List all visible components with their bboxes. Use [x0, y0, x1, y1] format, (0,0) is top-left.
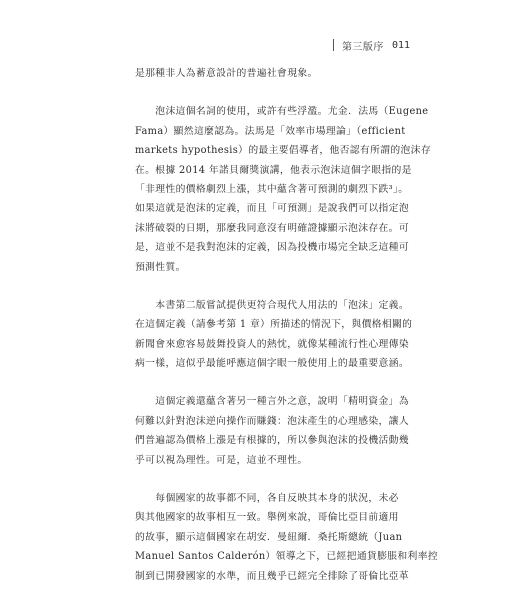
text-line: 泡沫這個名詞的使用，或許有些浮濫。尤金．法馬（Eugene — [135, 106, 429, 118]
paragraph — [135, 64, 400, 83]
text-line: 在這個定義（請參考第 1 章）所描述的情況下，與價格相關的 — [135, 319, 413, 331]
paragraph — [135, 102, 431, 277]
header-divider — [333, 39, 334, 51]
running-header — [333, 38, 410, 52]
text-line: 的故事，顯示這個國家在胡安．曼紐爾．桑托斯總統（Juan — [135, 531, 403, 543]
text-line: 這個定義還蘊含著另一種言外之意，說明「精明資金」為 — [135, 396, 409, 408]
text-line: Manuel Santos Calderón）領導之下，已經把通貨膨脹和利率控 — [135, 551, 439, 563]
text-line: 本書第二版嘗試提供更符合現代人用法的「泡沫」定義。 — [135, 299, 409, 311]
text-line: 與其他國家的故事相互一致。舉例來說，哥倫比亞目前適用 — [135, 512, 399, 524]
text-line: 沫將破裂的日期，那麼我同意沒有明確證據顯示泡沫存在。可 — [135, 222, 409, 234]
paragraph — [135, 489, 439, 586]
text-line: 是，這並不是我對泡沫的定義，因為投機市場完全缺乏這種可 — [135, 242, 409, 254]
text-line: 病一樣，這似乎最能呼應這個字眼一般使用上的最重要意涵。 — [135, 358, 409, 370]
header-section-title: 第三版序 — [341, 41, 384, 53]
text-line: Fama）顯然這麼認為。法馬是「效率市場理論」（efficient — [135, 125, 406, 137]
text-line: 何難以針對泡沫逆向操作而賺錢：泡沫產生的心理感染，讓人 — [135, 415, 409, 427]
text-line: 在。根據 2014 年諾貝爾獎演講，他表示泡沫這個字眼指的是 — [135, 164, 412, 176]
text-line: markets hypothesis）的最主要倡導者，他否認有所謂的泡沫存 — [135, 145, 431, 157]
body-text — [135, 64, 439, 605]
text-line: 「非理性的價格劇烈上漲，其中蘊含著可預測的劇烈下跌³」。 — [135, 183, 409, 195]
text-line: 每個國家的故事都不同，各自反映其本身的狀況，未必 — [135, 493, 399, 505]
text-line: 如果這就是泡沫的定義，而且「可預測」是說我們可以指定泡 — [135, 203, 409, 215]
text-line: 乎可以視為理性。可是，這並不理性。 — [135, 454, 308, 466]
paragraph — [135, 392, 409, 470]
text-line: 新聞會來愈容易鼓舞投資人的熱忱，就像某種流行性心理傳染 — [135, 338, 409, 350]
text-line: 們普遍認為價格上漲是有根據的，所以參與泡沫的投機活動幾 — [135, 435, 409, 447]
text-line: 制到已開發國家的水準，而且幾乎已經完全排除了哥倫比亞革 — [135, 570, 409, 582]
text-line: 預測性質。 — [135, 261, 186, 273]
text-line: 是那種非人為蓄意設計的普遍社會現象。 — [135, 68, 318, 79]
page-number: 011 — [391, 39, 410, 51]
paragraph — [135, 296, 413, 374]
